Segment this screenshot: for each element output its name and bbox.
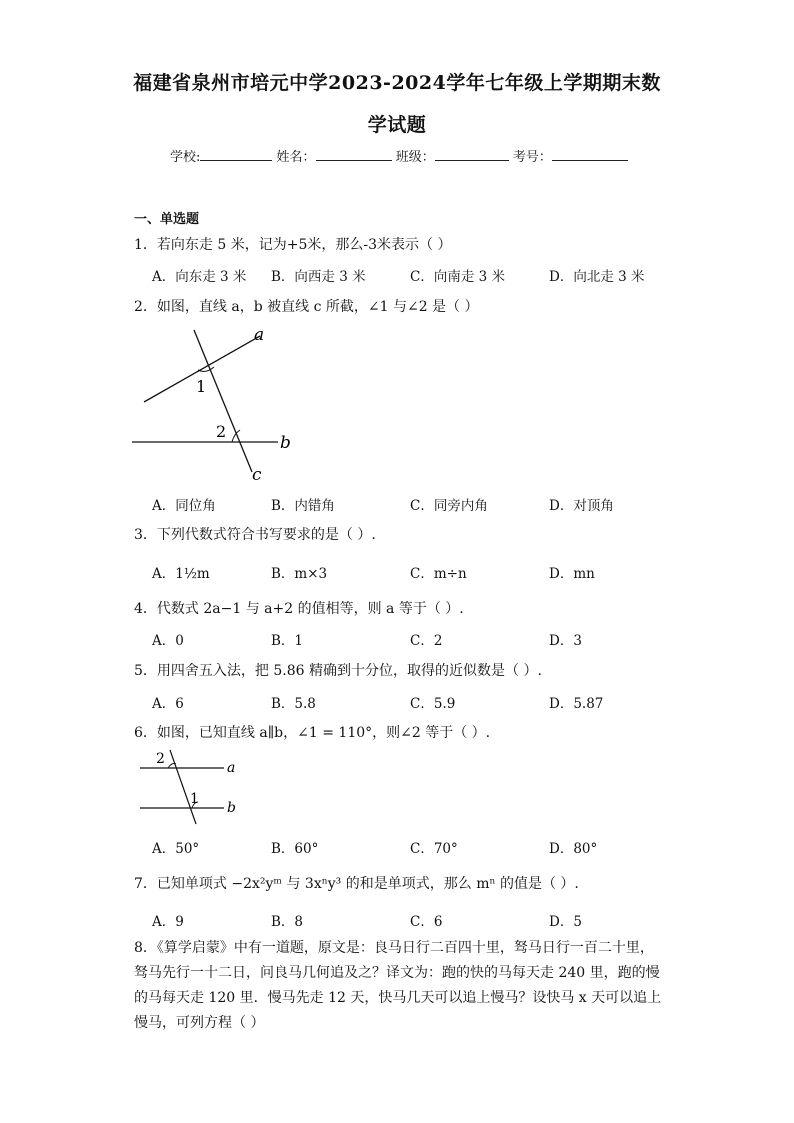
q5-option-a[interactable]: A．6 bbox=[152, 696, 184, 712]
school-field[interactable] bbox=[200, 148, 272, 161]
name-field[interactable] bbox=[316, 148, 392, 161]
q4-option-a[interactable]: A．0 bbox=[152, 633, 184, 649]
q5-option-c[interactable]: C．5.9 bbox=[410, 696, 456, 712]
question-2: 2．如图，直线 a，b 被直线 c 所截，∠1 与∠2 是（ ） bbox=[134, 299, 479, 315]
question-5: 5．用四舍五入法，把 5.86 精确到十分位，取得的近似数是（ ）. bbox=[134, 663, 542, 679]
transversal bbox=[170, 750, 196, 824]
label-b: b bbox=[280, 433, 291, 453]
q4-option-d[interactable]: D．3 bbox=[549, 633, 582, 649]
label-b: b bbox=[227, 800, 236, 816]
question-7: 7．已知单项式 −2x²yᵐ 与 3xⁿy³ 的和是单项式，那么 mⁿ 的值是（ ）. bbox=[134, 876, 579, 892]
q6-option-c[interactable]: C．70° bbox=[410, 841, 458, 857]
section-heading: 一、单选题 bbox=[134, 212, 200, 227]
q4-option-b[interactable]: B．1 bbox=[271, 633, 304, 649]
exam-no-field[interactable] bbox=[552, 148, 628, 161]
q6-option-d[interactable]: D．80° bbox=[549, 841, 598, 857]
q5-option-b[interactable]: B．5.8 bbox=[271, 696, 316, 712]
q1-option-c[interactable]: C．向南走 3 米 bbox=[410, 269, 506, 285]
q1-option-d[interactable]: D．向北走 3 米 bbox=[549, 269, 645, 285]
question-4: 4．代数式 2a−1 与 a+2 的值相等，则 a 等于（ ）. bbox=[134, 601, 464, 617]
page-title-line2: 学试题 bbox=[367, 114, 427, 136]
q7-option-d[interactable]: D．5 bbox=[549, 914, 582, 930]
page-title-line1: 福建省泉州市培元中学2023-2024学年七年级上学期期末数 bbox=[133, 72, 661, 94]
q3-option-d[interactable]: D．mn bbox=[549, 566, 595, 582]
q3-option-c[interactable]: C．m÷n bbox=[410, 566, 467, 582]
question-6: 6．如图，已知直线 a∥b，∠1 = 110°，则∠2 等于（ ）. bbox=[134, 725, 491, 741]
question-3: 3．下列代数式符合书写要求的是（ ）. bbox=[134, 527, 376, 543]
q3-option-a[interactable]: A．1½m bbox=[152, 566, 210, 582]
label-a: a bbox=[227, 760, 236, 776]
label-2: 2 bbox=[216, 422, 227, 441]
class-label: 班级： bbox=[395, 150, 435, 165]
q7-option-b[interactable]: B．8 bbox=[271, 914, 304, 930]
q2-option-d[interactable]: D．对顶角 bbox=[549, 498, 614, 514]
q2-option-b[interactable]: B．内错角 bbox=[271, 498, 335, 514]
question-8: 8．《算学启蒙》中有一道题，原文是：良马日行二百四十里，驽马日行一百二十里，驽马先行一十二日，问良马几何追及之？译文为：跑的快的马每天走 240 里，跑的慢的马每天走 120 里．慢马先走 12 天，快马几天可以追上慢马？设快马 x 天可以追上慢马，可列方程（ ） bbox=[134, 940, 662, 1031]
label-c: c bbox=[252, 465, 262, 484]
q6-option-b[interactable]: B．60° bbox=[271, 841, 319, 857]
q7-option-a[interactable]: A．9 bbox=[152, 914, 184, 930]
info-line bbox=[170, 146, 628, 165]
label-1: 1 bbox=[190, 791, 199, 807]
q2-option-a[interactable]: A．同位角 bbox=[152, 498, 216, 514]
q5-option-d[interactable]: D．5.87 bbox=[549, 696, 604, 712]
label-1: 1 bbox=[196, 377, 207, 396]
name-label: 姓名： bbox=[276, 150, 316, 165]
q1-option-a[interactable]: A．向东走 3 米 bbox=[152, 269, 247, 285]
q2-figure bbox=[128, 322, 308, 484]
label-a: a bbox=[254, 325, 265, 345]
q7-option-c[interactable]: C．6 bbox=[410, 914, 443, 930]
question-1: 1．若向东走 5 米，记为+5米，那么-3米表示（ ） bbox=[134, 237, 452, 253]
q6-figure bbox=[134, 746, 244, 826]
exam-no-label: 考号： bbox=[512, 150, 552, 165]
q1-option-b[interactable]: B．向西走 3 米 bbox=[271, 269, 366, 285]
class-field[interactable] bbox=[435, 148, 509, 161]
q4-option-c[interactable]: C．2 bbox=[410, 633, 443, 649]
line-c bbox=[194, 330, 252, 472]
school-label: 学校: bbox=[170, 150, 201, 165]
label-2: 2 bbox=[156, 751, 165, 767]
q6-option-a[interactable]: A．50° bbox=[152, 841, 200, 857]
q3-option-b[interactable]: B．m×3 bbox=[271, 566, 328, 582]
q2-option-c[interactable]: C．同旁内角 bbox=[410, 498, 488, 514]
